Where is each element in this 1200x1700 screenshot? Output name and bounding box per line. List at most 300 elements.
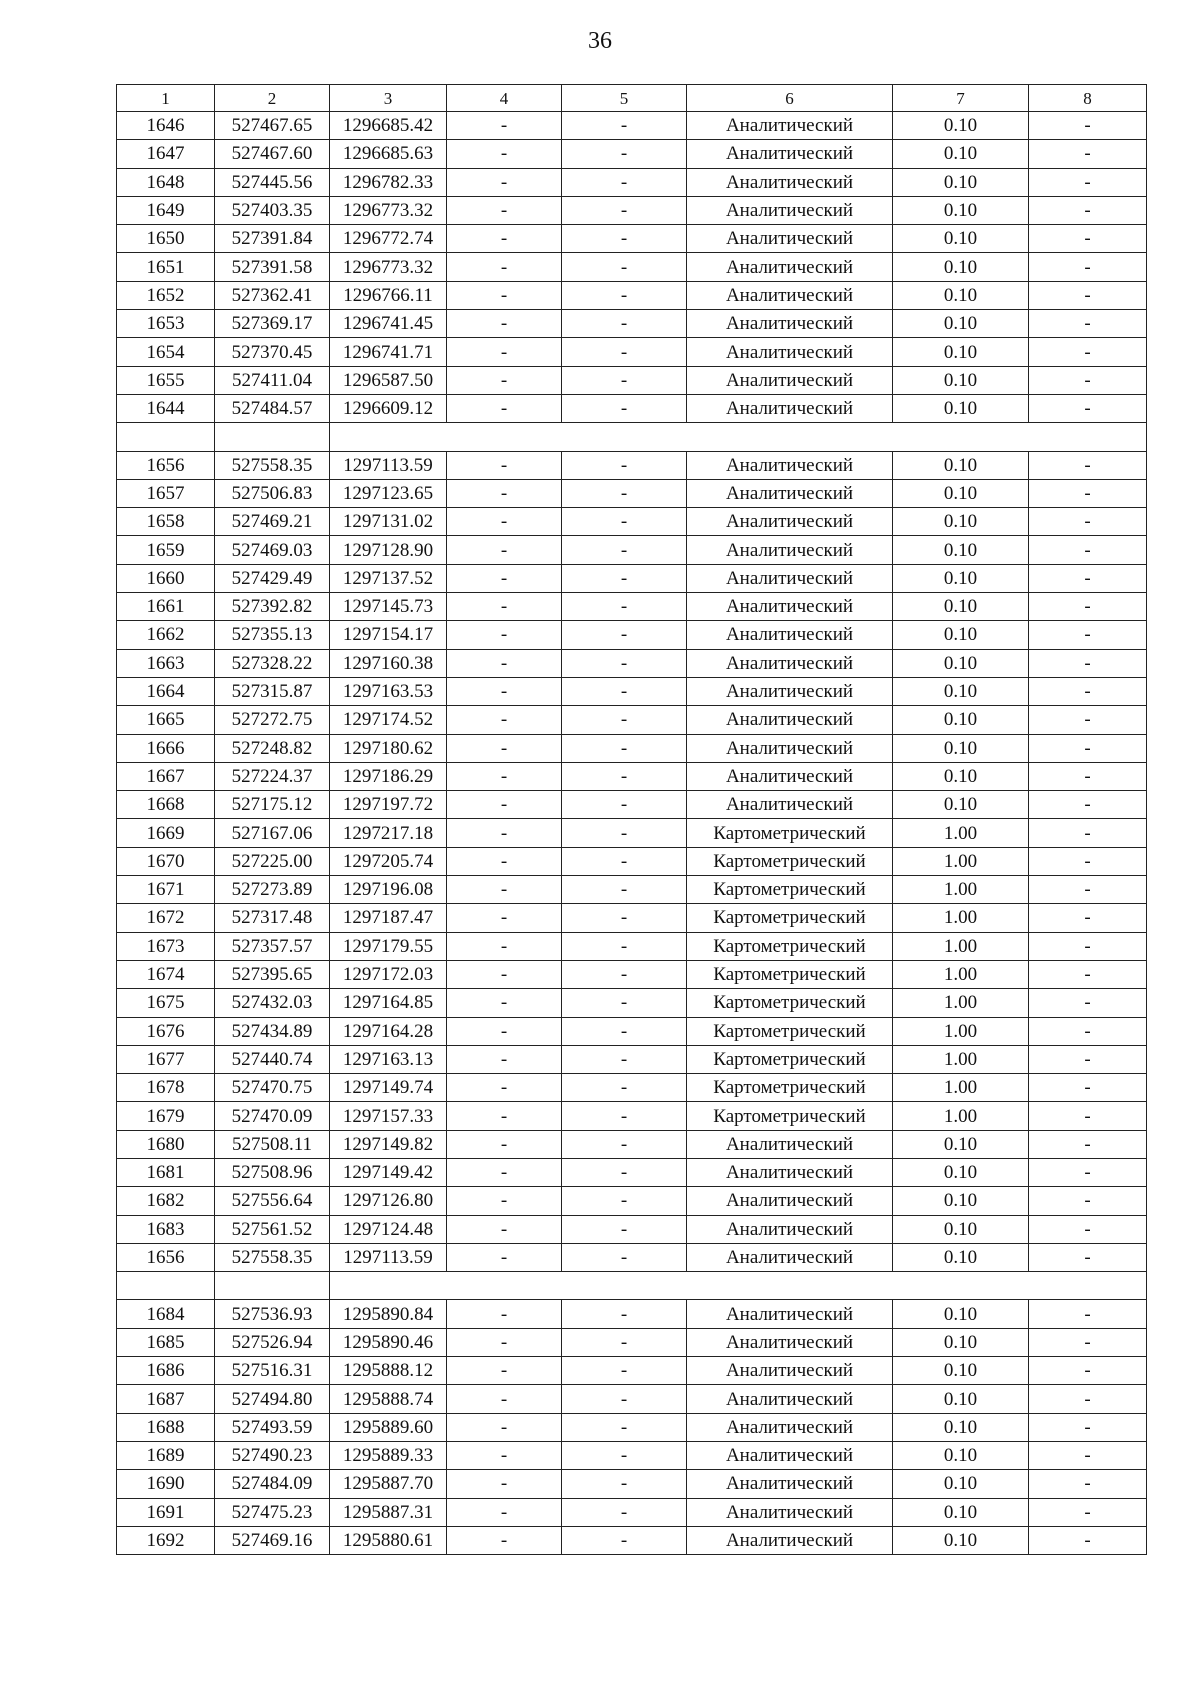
table-cell: - [562, 1385, 687, 1413]
table-cell: Аналитический [687, 734, 893, 762]
table-cell: 1296685.63 [330, 140, 447, 168]
table-cell: 527516.31 [215, 1357, 330, 1385]
table-cell: 1296587.50 [330, 366, 447, 394]
table-cell: 1647 [117, 140, 215, 168]
table-row [117, 1470, 1147, 1498]
table-cell: - [562, 791, 687, 819]
table-cell: 1297172.03 [330, 960, 447, 988]
table-cell: Аналитический [687, 1441, 893, 1469]
table-cell: - [1029, 1243, 1147, 1271]
table-cell: - [562, 904, 687, 932]
table-cell: 1653 [117, 310, 215, 338]
table-cell: 527558.35 [215, 1243, 330, 1271]
table-cell: 1673 [117, 932, 215, 960]
table-row [117, 989, 1147, 1017]
table-cell: - [1029, 253, 1147, 281]
table-row [117, 1074, 1147, 1102]
table-cell: - [1029, 508, 1147, 536]
table-cell: Аналитический [687, 1357, 893, 1385]
table-cell: 527484.09 [215, 1470, 330, 1498]
table-cell: 1297113.59 [330, 1243, 447, 1271]
table-cell: - [562, 989, 687, 1017]
table-cell: 1297145.73 [330, 593, 447, 621]
page-number: 36 [588, 28, 612, 54]
table-cell: - [447, 479, 562, 507]
table-cell: Картометрический [687, 1045, 893, 1073]
table-cell: 1296766.11 [330, 281, 447, 309]
table-cell: - [562, 196, 687, 224]
table-cell: 527403.35 [215, 196, 330, 224]
table-cell: Картометрический [687, 1102, 893, 1130]
table-cell: 527411.04 [215, 366, 330, 394]
table-cell: 0.10 [893, 451, 1029, 479]
table-row [117, 960, 1147, 988]
table-cell: 0.10 [893, 1413, 1029, 1441]
table-cell: - [447, 1357, 562, 1385]
table-cell: 0.10 [893, 791, 1029, 819]
table-cell: - [447, 621, 562, 649]
table-cell: - [1029, 310, 1147, 338]
table-row [117, 366, 1147, 394]
table-cell: 1295888.74 [330, 1385, 447, 1413]
table-row [117, 1328, 1147, 1356]
table-cell: 527317.48 [215, 904, 330, 932]
table-cell: 527526.94 [215, 1328, 330, 1356]
table-row [117, 1102, 1147, 1130]
table-cell: 0.10 [893, 1130, 1029, 1158]
table-cell: - [562, 1187, 687, 1215]
table-cell: 1297179.55 [330, 932, 447, 960]
table-cell: 527469.03 [215, 536, 330, 564]
table-cell: 1662 [117, 621, 215, 649]
table-cell: - [447, 536, 562, 564]
table-cell: 527369.17 [215, 310, 330, 338]
table-cell: - [562, 140, 687, 168]
table-cell: - [562, 1526, 687, 1554]
table-cell: - [447, 960, 562, 988]
table-cell: Аналитический [687, 1243, 893, 1271]
table-cell: 1295887.70 [330, 1470, 447, 1498]
table-cell: - [447, 140, 562, 168]
table-cell: - [562, 1328, 687, 1356]
table-cell: 1655 [117, 366, 215, 394]
table-cell: - [447, 1328, 562, 1356]
table-cell: - [1029, 593, 1147, 621]
table-cell: Картометрический [687, 1074, 893, 1102]
table-cell: - [447, 1187, 562, 1215]
table-cell: 1.00 [893, 876, 1029, 904]
table-cell: 527328.22 [215, 649, 330, 677]
table-cell: 0.10 [893, 734, 1029, 762]
table-cell: 527370.45 [215, 338, 330, 366]
table-cell: 527469.21 [215, 508, 330, 536]
table-row [117, 1441, 1147, 1469]
table-row [117, 112, 1147, 140]
table-cell: 1296685.42 [330, 112, 447, 140]
table-cell: - [562, 338, 687, 366]
table-cell: 527355.13 [215, 621, 330, 649]
table-cell: 0.10 [893, 1215, 1029, 1243]
table-cell: 1646 [117, 112, 215, 140]
table-cell: - [1029, 196, 1147, 224]
table-cell: - [1029, 762, 1147, 790]
table-cell: Аналитический [687, 621, 893, 649]
table-cell: Аналитический [687, 593, 893, 621]
table-cell: - [562, 112, 687, 140]
table-cell: 1296772.74 [330, 225, 447, 253]
table-cell: 0.10 [893, 168, 1029, 196]
table-cell: 1297174.52 [330, 706, 447, 734]
table-cell: Аналитический [687, 140, 893, 168]
table-cell: - [1029, 1328, 1147, 1356]
table-cell: Аналитический [687, 338, 893, 366]
table-cell: 1297160.38 [330, 649, 447, 677]
table-cell: - [1029, 1102, 1147, 1130]
table-cell: - [562, 1413, 687, 1441]
table-cell: - [562, 536, 687, 564]
table-cell: Аналитический [687, 196, 893, 224]
table-cell: - [447, 1385, 562, 1413]
table-cell: 527470.75 [215, 1074, 330, 1102]
table-cell: Аналитический [687, 1526, 893, 1554]
table-cell: - [1029, 706, 1147, 734]
table-cell: Аналитический [687, 1413, 893, 1441]
table-cell: 0.10 [893, 1441, 1029, 1469]
table-cell: - [1029, 847, 1147, 875]
table-cell: 0.10 [893, 564, 1029, 592]
table-cell: - [1029, 1413, 1147, 1441]
table-cell: 1688 [117, 1413, 215, 1441]
table-cell: - [447, 1158, 562, 1186]
table-row [117, 932, 1147, 960]
table-cell: 1297157.33 [330, 1102, 447, 1130]
separator-cell [330, 423, 1147, 451]
table-cell: 1690 [117, 1470, 215, 1498]
table-cell: 1687 [117, 1385, 215, 1413]
table-cell: 1685 [117, 1328, 215, 1356]
table-cell: 1296609.12 [330, 394, 447, 422]
table-row [117, 1413, 1147, 1441]
table-cell: Аналитический [687, 508, 893, 536]
table-cell: - [1029, 1300, 1147, 1328]
table-cell: - [562, 564, 687, 592]
table-cell: - [447, 1526, 562, 1554]
table-cell: Аналитический [687, 536, 893, 564]
table-cell: - [447, 281, 562, 309]
table-cell: 1295889.33 [330, 1441, 447, 1469]
table-cell: - [447, 932, 562, 960]
table-cell: - [1029, 112, 1147, 140]
table-cell: - [1029, 140, 1147, 168]
table-cell: 527362.41 [215, 281, 330, 309]
table-cell: 527434.89 [215, 1017, 330, 1045]
table-cell: 1296741.45 [330, 310, 447, 338]
table-cell: - [562, 1243, 687, 1271]
table-cell: 0.10 [893, 479, 1029, 507]
table-cell: Картометрический [687, 932, 893, 960]
table-cell: - [562, 649, 687, 677]
table-cell: 1657 [117, 479, 215, 507]
table-cell: - [562, 593, 687, 621]
table-cell: 1650 [117, 225, 215, 253]
table-cell: 1651 [117, 253, 215, 281]
table-cell: - [562, 1017, 687, 1045]
table-row [117, 621, 1147, 649]
table-cell: 527493.59 [215, 1413, 330, 1441]
table-cell: 1689 [117, 1441, 215, 1469]
table-cell: - [447, 847, 562, 875]
table-cell: Аналитический [687, 1300, 893, 1328]
table-cell: - [1029, 1385, 1147, 1413]
table-cell: 1295880.61 [330, 1526, 447, 1554]
separator-cell [215, 423, 330, 451]
table-row [117, 1498, 1147, 1526]
table-cell: 1296741.71 [330, 338, 447, 366]
table-cell: 1295888.12 [330, 1357, 447, 1385]
table-cell: 0.10 [893, 281, 1029, 309]
table-cell: - [447, 1441, 562, 1469]
table-cell: 1675 [117, 989, 215, 1017]
table-cell: 1668 [117, 791, 215, 819]
table-cell: 0.10 [893, 621, 1029, 649]
table-cell: - [447, 1243, 562, 1271]
table-cell: Аналитический [687, 1130, 893, 1158]
column-header: 5 [562, 85, 687, 112]
table-cell: 1.00 [893, 819, 1029, 847]
table-cell: - [562, 508, 687, 536]
table-cell: - [447, 1074, 562, 1102]
table-cell: 0.10 [893, 762, 1029, 790]
table-cell: - [562, 847, 687, 875]
table-cell: 1678 [117, 1074, 215, 1102]
table-cell: - [562, 1470, 687, 1498]
table-cell: 527508.96 [215, 1158, 330, 1186]
table-cell: - [1029, 677, 1147, 705]
table-cell: - [562, 1158, 687, 1186]
table-cell: - [1029, 621, 1147, 649]
table-cell: 1683 [117, 1215, 215, 1243]
table-cell: 527391.58 [215, 253, 330, 281]
column-header: 8 [1029, 85, 1147, 112]
table-cell: 527556.64 [215, 1187, 330, 1215]
table-cell: Картометрический [687, 876, 893, 904]
table-cell: - [562, 366, 687, 394]
table-cell: 1686 [117, 1357, 215, 1385]
table-cell: 1297164.28 [330, 1017, 447, 1045]
table-cell: 1297164.85 [330, 989, 447, 1017]
table-cell: - [562, 1130, 687, 1158]
table-row [117, 649, 1147, 677]
table-cell: - [562, 960, 687, 988]
table-cell: - [562, 1215, 687, 1243]
table-cell: - [447, 1017, 562, 1045]
table-cell: - [562, 253, 687, 281]
table-cell: 0.10 [893, 112, 1029, 140]
table-cell: - [1029, 1441, 1147, 1469]
table-cell: 0.10 [893, 394, 1029, 422]
table-cell: 1297131.02 [330, 508, 447, 536]
table-cell: 1.00 [893, 932, 1029, 960]
table-cell: 1672 [117, 904, 215, 932]
table-cell: 527508.11 [215, 1130, 330, 1158]
table-cell: Аналитический [687, 762, 893, 790]
table-cell: Аналитический [687, 451, 893, 479]
table-cell: 1297149.82 [330, 1130, 447, 1158]
table-cell: 527395.65 [215, 960, 330, 988]
table-cell: - [447, 1102, 562, 1130]
table-cell: - [562, 677, 687, 705]
table-row [117, 734, 1147, 762]
table-cell: - [447, 394, 562, 422]
table-cell: - [447, 1130, 562, 1158]
table-cell: 1.00 [893, 904, 1029, 932]
table-cell: 527272.75 [215, 706, 330, 734]
table-row [117, 508, 1147, 536]
table-cell: 0.10 [893, 508, 1029, 536]
table-cell: - [447, 338, 562, 366]
table-cell: 0.10 [893, 310, 1029, 338]
table-cell: - [447, 1413, 562, 1441]
table-cell: 0.10 [893, 253, 1029, 281]
table-cell: 1.00 [893, 989, 1029, 1017]
table-row [117, 1215, 1147, 1243]
table-cell: - [447, 762, 562, 790]
table-cell: - [1029, 1498, 1147, 1526]
table-cell: - [562, 168, 687, 196]
table-cell: - [447, 677, 562, 705]
table-row [117, 394, 1147, 422]
table-cell: - [1029, 904, 1147, 932]
table-cell: 1297149.42 [330, 1158, 447, 1186]
table-cell: 1671 [117, 876, 215, 904]
table-row [117, 1017, 1147, 1045]
table-cell: 0.10 [893, 366, 1029, 394]
table-cell: Аналитический [687, 310, 893, 338]
table-cell: - [447, 876, 562, 904]
table-cell: - [1029, 1357, 1147, 1385]
table-cell: Аналитический [687, 479, 893, 507]
table-cell: - [447, 1470, 562, 1498]
table-cell: - [562, 706, 687, 734]
table-cell: 1295890.84 [330, 1300, 447, 1328]
table-cell: - [562, 762, 687, 790]
table-cell: Картометрический [687, 847, 893, 875]
table-cell: - [1029, 1526, 1147, 1554]
table-cell: 527445.56 [215, 168, 330, 196]
table-row [117, 479, 1147, 507]
table-cell: 0.10 [893, 1470, 1029, 1498]
table-cell: 0.10 [893, 1158, 1029, 1186]
table-cell: - [562, 479, 687, 507]
table-row [117, 1357, 1147, 1385]
table-cell: Аналитический [687, 1215, 893, 1243]
table-cell: - [562, 451, 687, 479]
table-cell: - [562, 1074, 687, 1102]
table-cell: - [562, 1441, 687, 1469]
table-cell: 527506.83 [215, 479, 330, 507]
table-cell: 527224.37 [215, 762, 330, 790]
table-cell: 0.10 [893, 1328, 1029, 1356]
table-row [117, 168, 1147, 196]
table-row [117, 451, 1147, 479]
table-cell: - [1029, 168, 1147, 196]
table-cell: - [1029, 1187, 1147, 1215]
table-cell: 1295889.60 [330, 1413, 447, 1441]
table-row [117, 677, 1147, 705]
table-cell: 1680 [117, 1130, 215, 1158]
table-cell: - [447, 1045, 562, 1073]
table-cell: 1648 [117, 168, 215, 196]
table-cell: Аналитический [687, 1187, 893, 1215]
table-cell: 1297197.72 [330, 791, 447, 819]
table-cell: 0.10 [893, 1300, 1029, 1328]
table-cell: 0.10 [893, 536, 1029, 564]
table-cell: - [1029, 1130, 1147, 1158]
table-cell: 1654 [117, 338, 215, 366]
table-cell: 527392.82 [215, 593, 330, 621]
separator-cell [330, 1272, 1147, 1300]
table-cell: 0.10 [893, 338, 1029, 366]
table-cell: - [562, 1498, 687, 1526]
table-cell: 1661 [117, 593, 215, 621]
table-cell: 1674 [117, 960, 215, 988]
table-cell: - [562, 1300, 687, 1328]
table-cell: 1.00 [893, 1017, 1029, 1045]
table-cell: 1297137.52 [330, 564, 447, 592]
column-header: 2 [215, 85, 330, 112]
table-cell: 1297124.48 [330, 1215, 447, 1243]
separator-cell [117, 1272, 215, 1300]
table-cell: 1297154.17 [330, 621, 447, 649]
table-cell: 1670 [117, 847, 215, 875]
table-cell: - [1029, 649, 1147, 677]
table-cell: 1.00 [893, 1045, 1029, 1073]
table-cell: Аналитический [687, 677, 893, 705]
table-cell: - [1029, 989, 1147, 1017]
table-cell: 1669 [117, 819, 215, 847]
separator-cell [117, 423, 215, 451]
table-cell: 527175.12 [215, 791, 330, 819]
table-row [117, 281, 1147, 309]
table-cell: 0.10 [893, 1385, 1029, 1413]
table-cell: 0.10 [893, 225, 1029, 253]
table-cell: 1297113.59 [330, 451, 447, 479]
table-cell: - [1029, 564, 1147, 592]
table-cell: 527440.74 [215, 1045, 330, 1073]
table-cell: 1656 [117, 451, 215, 479]
table-cell: 527494.80 [215, 1385, 330, 1413]
table-cell: Аналитический [687, 649, 893, 677]
table-cell: - [447, 1215, 562, 1243]
table-row [117, 1045, 1147, 1073]
table-cell: - [1029, 338, 1147, 366]
table-cell: - [1029, 1017, 1147, 1045]
table-cell: 1295887.31 [330, 1498, 447, 1526]
table-cell: Картометрический [687, 960, 893, 988]
table-cell: - [447, 791, 562, 819]
table-cell: - [447, 451, 562, 479]
table-cell: - [1029, 932, 1147, 960]
table-cell: 527315.87 [215, 677, 330, 705]
table-cell: Аналитический [687, 366, 893, 394]
table-cell: - [1029, 536, 1147, 564]
table-cell: - [447, 366, 562, 394]
table-row [117, 791, 1147, 819]
table-cell: 1.00 [893, 1074, 1029, 1102]
table-cell: Аналитический [687, 281, 893, 309]
table-cell: Аналитический [687, 1470, 893, 1498]
table-cell: 1665 [117, 706, 215, 734]
